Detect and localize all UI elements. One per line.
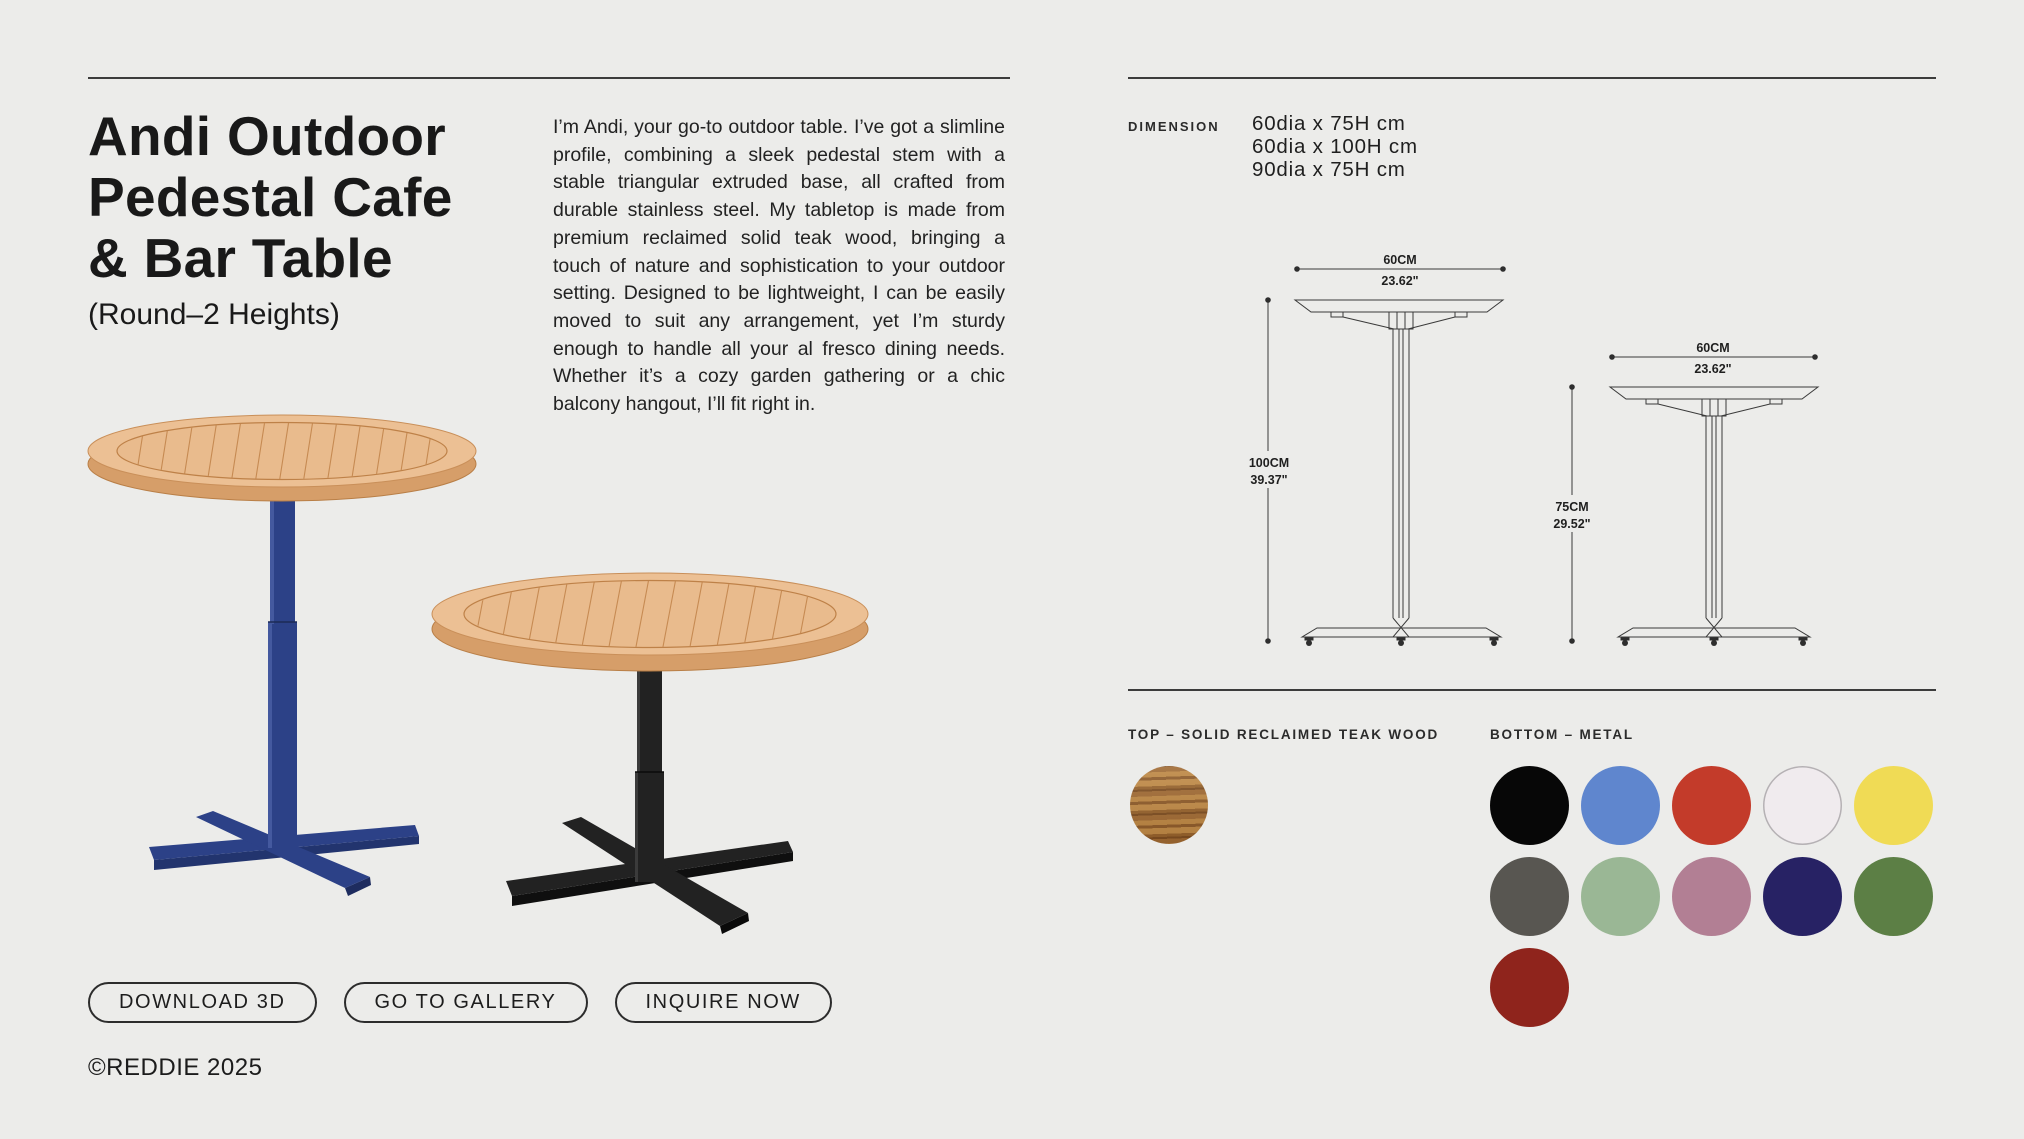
dimension-list xyxy=(1252,112,1418,181)
go-to-gallery-button[interactable]: GO TO GALLERY xyxy=(344,982,588,1023)
bottom-material-label: BOTTOM – METAL xyxy=(1490,727,1634,742)
metal-color-grid xyxy=(1490,766,1933,1027)
metal-color-swatch-mauve[interactable] xyxy=(1672,857,1751,936)
short-top-width-in: 23.62" xyxy=(1694,362,1732,376)
product-description: I’m Andi, your go-to outdoor table. I’ve got a slimline profile, combining a sleek pedestal stem with a stable triangular extruded base, all crafted from durable stainless steel. My tabletop is made from premium reclaimed solid teak wood, bringing a touch of nature and sophistication to your outdoor setting. Designed to be lightweight, I can be easily moved to suit any arrangement, yet I’m sturdy enough to handle all your al fresco dining needs. Whether it’s a cozy garden gathering or a chic balcony hangout, I’ll fit right in. xyxy=(553,116,1005,416)
short-height-in: 29.52" xyxy=(1553,517,1591,531)
tall-top-width-cm: 60CM xyxy=(1383,253,1417,267)
left-top-rule xyxy=(88,77,1010,79)
metal-color-swatch-brick[interactable] xyxy=(1490,948,1569,1027)
title-line-2: Pedestal Cafe xyxy=(88,166,453,228)
tall-top-width-in: 23.62" xyxy=(1381,274,1419,288)
page-subtitle: (Round–2 Heights) xyxy=(88,298,340,331)
metal-color-swatch-black[interactable] xyxy=(1490,766,1569,845)
top-material-label: TOP – SOLID RECLAIMED TEAK WOOD xyxy=(1128,727,1440,742)
product-photo xyxy=(80,406,880,946)
right-top-rule xyxy=(1128,77,1936,79)
metal-color-swatch-green[interactable] xyxy=(1854,857,1933,936)
metal-color-swatch-navy[interactable] xyxy=(1763,857,1842,936)
dimension-item-3: 90dia x 75H cm xyxy=(1252,158,1406,181)
page-title xyxy=(88,106,453,289)
metal-color-swatch-red[interactable] xyxy=(1672,766,1751,845)
inquire-now-button[interactable]: INQUIRE NOW xyxy=(615,982,832,1023)
cta-button-row xyxy=(88,982,832,1023)
metal-color-swatch-blue[interactable] xyxy=(1581,766,1660,845)
tall-height-in: 39.37" xyxy=(1250,473,1288,487)
short-table-feet xyxy=(1621,638,1808,647)
dimension-section-label: DIMENSION xyxy=(1128,119,1220,134)
metal-color-swatch-white[interactable] xyxy=(1763,766,1842,845)
title-line-3: & Bar Table xyxy=(88,227,393,289)
tall-height-cm: 100CM xyxy=(1248,456,1290,470)
dimension-item-2: 60dia x 100H cm xyxy=(1252,135,1418,158)
title-line-1: Andi Outdoor xyxy=(88,105,446,167)
metal-color-swatch-gray[interactable] xyxy=(1490,857,1569,936)
cafe-table-photo xyxy=(432,573,868,934)
tall-table-feet xyxy=(1305,638,1499,647)
dimension-item-1: 60dia x 75H cm xyxy=(1252,112,1406,135)
teak-wood-swatch[interactable] xyxy=(1130,766,1208,844)
download-3d-button[interactable]: DOWNLOAD 3D xyxy=(88,982,317,1023)
metal-color-swatch-yellow[interactable] xyxy=(1854,766,1933,845)
copyright-text: ©REDDIE 2025 xyxy=(88,1054,263,1081)
diagram-tall-table xyxy=(1241,253,1506,646)
short-height-cm: 75CM xyxy=(1555,500,1589,514)
materials-divider-rule xyxy=(1128,689,1936,691)
bar-table-photo xyxy=(88,415,476,896)
diagram-short-table xyxy=(1545,341,1818,646)
dimension-diagram xyxy=(1240,240,1860,655)
short-top-width-cm: 60CM xyxy=(1696,341,1730,355)
metal-color-swatch-sage[interactable] xyxy=(1581,857,1660,936)
